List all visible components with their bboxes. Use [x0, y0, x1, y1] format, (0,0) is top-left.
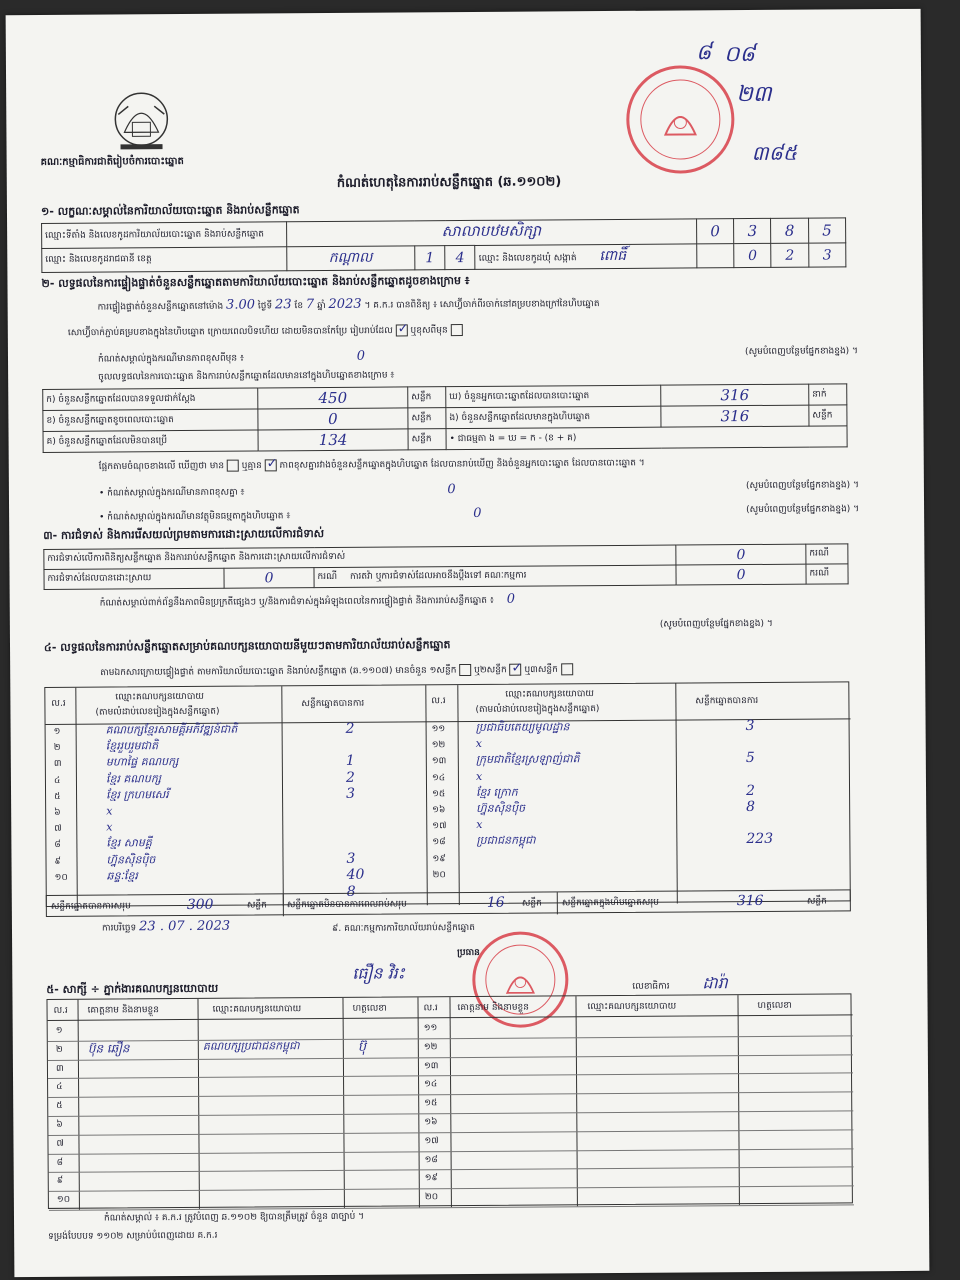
seal-diff-checkbox[interactable] [450, 324, 462, 336]
section1-heading: ១- លក្ខណៈសម្គាល់នៃការិយាល័យបោះឆ្នោត និងរាប់សន្លឹកឆ្នោត [40, 203, 300, 218]
secretary-signature: ដារ៉ា [702, 973, 728, 993]
party-row-no: ១៨ [432, 837, 446, 848]
discrepancy-line [99, 455, 859, 474]
totals-row [46, 889, 851, 917]
section4-sub-text: តាមឯកសារក្រោយផ្ទៀងផ្ទាត់ តាមការិយាល័យបោះឆ្នោត និងរាប់សន្លឹកឆ្នោត (ឆ.១១០៧) មានចំនួន ១សន្លឹក [100, 665, 457, 679]
box-total-unit: សន្លឹក [806, 896, 827, 907]
party-row-name: x [475, 737, 482, 751]
party-results-table [44, 681, 851, 910]
party-row-no: ៣ [53, 759, 62, 770]
committee-label: ៩. គណៈកម្មការការិយាល័យរាប់សន្លឹកឆ្នោត [331, 922, 475, 934]
party-row-name: ប្រជាជនកម្ពុជា [476, 833, 536, 848]
witness-row-no: ២០ [424, 1192, 439, 1203]
invalid-value: 16 [486, 894, 505, 911]
party-row-name: x [475, 769, 483, 783]
col-party-left: ឈ្មោះគណបក្សនយោបាយ [115, 691, 204, 703]
count-right-unit: សន្លឹក [809, 405, 847, 426]
party-row-votes: 3 [345, 785, 356, 802]
col-party-sub-left: (តាមលំដាប់លេខរៀងក្នុងសន្លឹកឆ្នោត) [95, 706, 220, 718]
witness-col-party-right: ឈ្មោះគណបក្សនយោបាយ [587, 1001, 677, 1013]
total-valid-value: 300 [186, 896, 214, 913]
witness-row-no: ១ [55, 1025, 63, 1036]
commune-code-2: 2 [771, 243, 808, 267]
party-row-no: ១៣ [431, 756, 447, 767]
location-code-1: 0 [696, 219, 733, 244]
commune-label: ឈ្មោះ និងលេខកូដឃុំ សង្កាត់ [478, 253, 577, 264]
witness-col-sig-left: ហត្ថលេខា [352, 1003, 387, 1014]
col-votes-right: សន្លឹកឆ្នោតបានការ [695, 695, 759, 707]
official-stamp-top [626, 65, 735, 174]
complaints-row2-unit2: ករណី [806, 564, 848, 584]
party-row-name: ខ្មែរ សាមគ្គី [106, 836, 152, 850]
irregularity-tail: (សូមបំពេញបន្ថែមផ្នែកខាងខ្នង) ។ [659, 618, 773, 630]
party-row-name: គណបក្សខ្មែរសាមគ្គីអភិវឌ្ឍន៍ជាតិ [105, 722, 238, 737]
party-row-no: ៩ [54, 856, 61, 867]
form-note: ទម្រង់បែបបទ ១១០២ សម្រាប់បំពេញដោយ គ.ក.រ [48, 1230, 218, 1242]
witness-col-no-right: ល.រ [423, 1003, 438, 1014]
secretary-label: លេខាធិការ [632, 981, 670, 992]
witness-col-name-left: គោត្តនាម និងនាមខ្លួន [87, 1005, 160, 1016]
party-row-name: ហ្វ៊ុនស៊ិនប៉ិច [476, 801, 526, 815]
formula-note: • ជាធម្មតា ង = ឃ = ក - (ខ + គ) [446, 426, 847, 450]
seal-line [68, 321, 858, 340]
party-row-no: ៥ [54, 791, 61, 802]
province-value: កណ្ដាល [286, 246, 414, 271]
section3-heading: ៣- ការជំទាស់ និងការរើសយល់ព្រមតាមការដោះស្រាយលើការជំទាស់ [43, 526, 325, 542]
abnormal-note-value: 0 [473, 505, 482, 521]
discrepancy-yes-checkbox[interactable] [227, 460, 239, 472]
irregularity-note [100, 589, 860, 610]
party-row-no: ១៥ [432, 788, 446, 800]
section5-heading: ៥- សាក្សី ÷ ភ្នាក់ងារគណបក្សនយោបាយ [46, 981, 219, 996]
party-row-no: ១០ [54, 872, 68, 883]
difference-note-label: • កំណត់សម្គាល់ក្នុងករណីមានភាពខុសគ្នា ៖ [98, 487, 245, 499]
verify-month-label: ខែ [294, 301, 304, 312]
count-left-unit: សន្លឹក [408, 387, 446, 408]
party-row-no: ១៩ [432, 853, 446, 864]
verify-time: 3.00 [225, 297, 256, 313]
seal-note-value: 0 [356, 348, 366, 364]
invalid-unit: សន្លឹក [521, 898, 542, 909]
ballot-count-table [42, 383, 847, 453]
difference-note-tail: (សូមបំពេញបន្ថែមផ្នែកខាងខ្នង) ។ [745, 480, 859, 492]
party-row-votes: 2 [345, 769, 355, 786]
party-row-name: ឆន្ទៈខ្មែរ [106, 869, 138, 883]
complaints-row2-mid-cell [314, 565, 676, 588]
witness-col-no-left: ល.រ [53, 1005, 68, 1016]
col-votes-left: សន្លឹកឆ្នោតបានការ [301, 698, 365, 710]
seal-note-label: កំណត់សម្គាល់ក្នុងករណីមានភាពខុសពីមុន ៖ [97, 353, 244, 365]
stamp-handwriting-4: ៣៨៥ [751, 140, 798, 166]
col-no-right: ល.រ [431, 696, 446, 707]
verify-tail: ។ គ.ក.រ បានពិនិត្យ ៖ សោហ្វ៊ីចាក់ពីរចាក់នៅគម្របខាងក្រៅនៃហិបឆ្នោត [364, 299, 600, 311]
document-page [6, 9, 930, 1277]
witness-row-no: ១៩ [424, 1173, 438, 1184]
party-row-votes: 3 [745, 717, 755, 735]
complaints-row2-unit: ករណី [317, 571, 338, 583]
complaints-row1-label: ការជំទាស់លើការពិនិត្យសន្លឹកឆ្នោត និងការរាប់សន្លឹកឆ្នោត និងការដោះស្រាយលើការជំទាស់ [44, 545, 676, 569]
location-label: ឈ្មោះទីតាំង និងលេខកូដការិយាល័យបោះឆ្នោត និងរាប់សន្លឹកឆ្នោត [42, 222, 287, 249]
party-row-name: ក្រុមជាតិខ្មែរស្រឡាញ់ជាតិ [475, 752, 580, 767]
sheets-3-checkbox[interactable] [561, 663, 573, 675]
party-row-no: ១៦ [432, 805, 446, 816]
discrepancy-tail: ភាពខុសគ្នារវាងចំនួនសន្លឹកឆ្នោតក្នុងហិបឆ្នោត ដែលបានរាប់ឃើញ និងចំនួនអ្នកបោះឆ្នោត ដែលបានបោះឆ្នោត ។ [279, 458, 645, 471]
province-label: ឈ្មោះ និងលេខកូដរាជធានី ខេត្ត [42, 247, 287, 273]
count-right-label: ង) ចំនួនសន្លឹកឆ្នោតដែលមានក្នុងហិបឆ្នោត [446, 406, 661, 429]
total-valid-label: សន្លឹកឆ្នោតបានការសរុប [50, 901, 131, 912]
party-row-no: ៤ [53, 775, 61, 786]
verify-day: 23 [274, 297, 292, 313]
witness-row-no: ១២ [423, 1042, 438, 1053]
party-row-name: ខ្មែររួបរួមជាតិ [105, 739, 159, 753]
witness-row-no: ៤ [56, 1082, 63, 1093]
verification-line [98, 293, 858, 314]
party-row-votes: 3 [346, 850, 356, 867]
count-right-label: ឃ) ចំនួនអ្នកបោះឆ្នោតដែលបានបោះឆ្នោត [446, 385, 661, 408]
witness-row-no: ២ [55, 1044, 63, 1055]
count-right-value: 316 [661, 384, 809, 406]
party-row-name: ខ្មែរ ក្រហមសេរី [106, 787, 169, 802]
irregularity-value: 0 [506, 591, 516, 607]
province-code-1: 1 [415, 246, 445, 270]
count-left-value: 0 [258, 408, 408, 430]
complaints-row2-value2: 0 [676, 564, 806, 585]
verify-day-label: ថ្ងៃទី [257, 301, 273, 312]
party-row-votes: 223 [746, 831, 774, 848]
seal-same-checkbox[interactable] [396, 324, 408, 336]
abnormal-note-label: • កំណត់សម្គាល់ក្នុងករណីមានវត្ថុមិនធម្មតាក្នុងហិបឆ្នោត ៖ [99, 511, 291, 523]
col-party-sub-right: (តាមលំដាប់លេខរៀងក្នុងសន្លឹកឆ្នោត) [475, 704, 600, 715]
commune-code-1: 0 [734, 243, 771, 267]
party-row-no: ១ [53, 726, 61, 737]
chair-label: ប្រធាន [457, 947, 480, 959]
verify-time-label: ការផ្ទៀងផ្ទាត់ចំនួនសន្លឹកឆ្នោតនៅម៉ោង [97, 301, 224, 313]
verify-month: 7 [305, 297, 315, 313]
commune-code-3: 3 [808, 243, 846, 267]
party-row-name: ប្រជាធិបតេយ្យមូលដ្ឋាន [475, 720, 570, 734]
witness-col-sig-right: ហត្ថលេខា [757, 1000, 792, 1011]
party-row-no: ២០ [432, 869, 446, 881]
org-name: គណៈកម្មាធិការជាតិរៀបចំការបោះឆ្នោត [40, 155, 184, 168]
complaints-row2-value: 0 [224, 568, 314, 589]
box-total-value: 316 [736, 892, 764, 910]
witness-row-no: ១១ [423, 1023, 438, 1034]
party-row-no: ២ [53, 743, 61, 754]
results-intro: ចូលលទ្ធផលនៃការបោះឆ្នោត និងការរាប់សន្លឹកឆ្នោតដែលមាននៅក្នុងហិបឆ្នោតខាងក្រោម ៖ [98, 370, 395, 383]
party-row-votes: 40 [346, 866, 365, 883]
party-row-votes: 2 [345, 720, 355, 737]
col-no-left: ល.រ [51, 698, 66, 709]
witness-row-no: ៨ [56, 1157, 64, 1168]
sheets-3-label: ឬ៣សន្លឹក [524, 664, 558, 676]
party-row-votes: 2 [745, 782, 756, 799]
irregularity-label: កំណត់សម្គាល់ពាក់ព័ន្ធនឹងភាពមិនប្រក្រតីផ្សេងៗ ឬ/និងការជំទាស់ក្នុងអំឡុងពេលនៃការផ្ទៀងផ្ទាត់ និងការរាប់សន្លឹកឆ្នោត ៖ [99, 595, 494, 609]
location-code-4: 5 [808, 218, 846, 243]
party-row-name: x [476, 818, 483, 832]
date-line [102, 919, 230, 936]
difference-note-value: 0 [447, 482, 456, 498]
total-valid-unit: សន្លឹក [246, 900, 267, 911]
stamp-handwriting-2: ០៨ [723, 41, 756, 68]
date-value: 23 . 07 . 2023 [139, 918, 231, 935]
commune-cell [475, 244, 697, 270]
discrepancy-no-label: ឬគ្មាន [241, 460, 262, 472]
seal-text: សោហ្វ៊ីចាក់ភ្ជាប់គម្របខាងក្នុងនៃហិបឆ្នោត ក្រោយពេលបិទហើយ ដោយមិនបានកែប្រែ រៀបរាប់ដែល [67, 326, 393, 339]
commune-value: ពោធិ៍ [599, 247, 627, 265]
party-row-no: ១៧ [432, 821, 447, 832]
discrepancy-label: ផ្អែកតាមចំណុចខាងលើ ឃើញថា មាន [98, 461, 225, 473]
location-value: សាលាបឋមសិក្សា [286, 219, 696, 247]
witness-table [46, 993, 852, 1209]
witness-row-no: ៣ [55, 1063, 64, 1074]
witness-row-no: ១៤ [424, 1079, 438, 1090]
witness-row-no: ៧ [56, 1138, 64, 1149]
count-right-value: 316 [661, 405, 809, 427]
witness-row-name: ប៊ុន ឆឿន [87, 1041, 130, 1056]
party-row-no: ១២ [431, 740, 446, 751]
witness-col-party-left: ឈ្មោះគណបក្សនយោបាយ [212, 1004, 302, 1015]
sheets-2-checkbox[interactable] [510, 664, 522, 676]
complaints-table [43, 543, 848, 590]
footnote: កំណត់សម្គាល់ ៖ គ.ក.រ ត្រូវបំពេញ ឆ.១១០២ ឱ្យបានត្រឹមត្រូវ ចំនួន ៣ច្បាប់ ។ [103, 1211, 365, 1224]
count-left-unit: សន្លឹក [408, 429, 446, 450]
witness-row-no: ១៣ [423, 1060, 439, 1071]
witness-row-no: ១៦ [424, 1117, 438, 1128]
witness-row-signature: ប៊ុ [357, 1039, 367, 1055]
verify-year: 2023 [328, 296, 362, 312]
seal-note-tail: (សូមបំពេញបន្ថែមផ្នែកខាងខ្នង) ។ [745, 346, 859, 358]
count-left-unit: សន្លឹក [408, 408, 446, 429]
location-code-3: 8 [771, 218, 808, 243]
invalid-label: សន្លឹកឆ្នោតមិនបានការពេលរាប់សរុប [286, 899, 407, 911]
stamp-handwriting-1: ៨ [695, 40, 712, 66]
difference-note [99, 479, 859, 500]
form-title: កំណត់ហេតុនៃការរាប់សន្លឹកឆ្នោត (ឆ.១១០២) [336, 174, 562, 191]
witness-row-no: ១៧ [424, 1136, 439, 1147]
witness-row-no: ៦ [56, 1119, 63, 1130]
date-label: ការបរិច្ឆេទ [101, 923, 137, 934]
complaints-row1-unit: ករណី [806, 544, 848, 564]
complaints-row1-value: 0 [676, 544, 806, 565]
party-row-name: x [106, 804, 113, 818]
abnormal-note [99, 503, 859, 524]
box-total-label: សន្លឹកឆ្នោតក្នុងហិបឆ្នោតសរុប [561, 897, 659, 909]
count-left-label: គ) ចំនួនសន្លឹកឆ្នោតដែលមិនបានប្រើ [43, 430, 258, 453]
party-row-name: ខ្មែរ ក្រោក [475, 785, 518, 799]
party-row-name: x [106, 820, 113, 834]
count-left-value: 134 [258, 429, 408, 451]
col-party-right: ឈ្មោះគណបក្សនយោបាយ [505, 689, 594, 700]
party-row-no: ៦ [54, 807, 61, 818]
verify-year-label: ឆ្នាំ [317, 300, 326, 312]
section2-heading: ២- លទ្ធផលនៃការផ្ទៀងផ្ទាត់ចំនួនសន្លឹកឆ្នោតតាមការិយាល័យបោះឆ្នោត និងរាប់សន្លឹកឆ្នោតដូចខាងក្រោម ៖ [41, 273, 470, 290]
seal-note-line [98, 345, 858, 366]
witness-col-name-right: គោត្តនាម និងនាមខ្លួន [457, 1002, 530, 1014]
witness-row-party: គណបក្សប្រជាជនកម្ពុជា [202, 1038, 300, 1053]
discrepancy-no-checkbox[interactable] [265, 459, 277, 471]
party-row-votes: 5 [745, 750, 755, 767]
party-row-votes: 8 [746, 798, 756, 816]
commune-code-blank [697, 244, 734, 268]
party-row-name: មហាផ្ទៃ គណបក្ស [105, 755, 179, 769]
witness-row-no: ៥ [56, 1101, 63, 1112]
location-code-2: 3 [734, 218, 771, 243]
party-row-no: ១៤ [431, 772, 446, 783]
count-row [43, 426, 847, 453]
extra-left-votes: 8 [346, 883, 356, 900]
section1-table [41, 217, 846, 273]
sheets-1-checkbox[interactable] [459, 664, 471, 676]
party-row-no: ១១ [431, 724, 446, 735]
party-row-name: ខ្មែរ គណបក្ស [105, 771, 162, 786]
count-right-unit: នាក់ [809, 384, 847, 405]
party-row-votes: 1 [345, 753, 355, 770]
party-row-no: ៧ [54, 824, 62, 835]
witness-row-no: ៩ [56, 1176, 64, 1187]
witness-row-no: ១០ [56, 1194, 71, 1206]
chair-signature: ធឿន វិរះ [352, 963, 405, 983]
province-code-2: 4 [445, 245, 475, 269]
count-left-label: ក) ចំនួនសន្លឹកឆ្នោតដែលបានទទួលជាក់ស្ដែង [43, 388, 258, 411]
nec-emblem [106, 84, 176, 154]
witness-row-no: ១៥ [424, 1098, 438, 1109]
stamp-handwriting-3: ២៣ [736, 81, 772, 108]
count-left-value: 450 [258, 387, 408, 409]
abnormal-note-tail: (សូមបំពេញបន្ថែមផ្នែកខាងខ្នង) ។ [746, 504, 860, 516]
party-row-no: ៨ [54, 840, 61, 851]
seal-diff-label: ឬខុសពីមុន [410, 325, 448, 336]
section4-sub [100, 661, 860, 680]
sheets-2-label: ឬ២សន្លឹក [474, 665, 507, 676]
witness-row-no: ១៨ [424, 1154, 438, 1165]
complaints-row2-mid: ការតវ៉ា ឬការជំទាស់ដែលអាចនឹងប្ដឹងទៅ គណៈកម្មការ [349, 570, 527, 582]
party-row-name: ហ្វ៊ុនស៊ិនប៉ិច [106, 852, 156, 867]
section4-heading: ៤- លទ្ធផលនៃការរាប់សន្លឹកឆ្នោតសម្រាប់គណបក្សនយោបាយនីមួយៗតាមការិយាល័យរាប់សន្លឹកឆ្នោត [43, 638, 451, 654]
count-left-label: ខ) ចំនួនសន្លឹកឆ្នោតខូចពេលបោះឆ្នោត [43, 409, 258, 432]
complaints-row2-label: ការជំទាស់ដែលបានដោះស្រាយ [44, 568, 224, 589]
